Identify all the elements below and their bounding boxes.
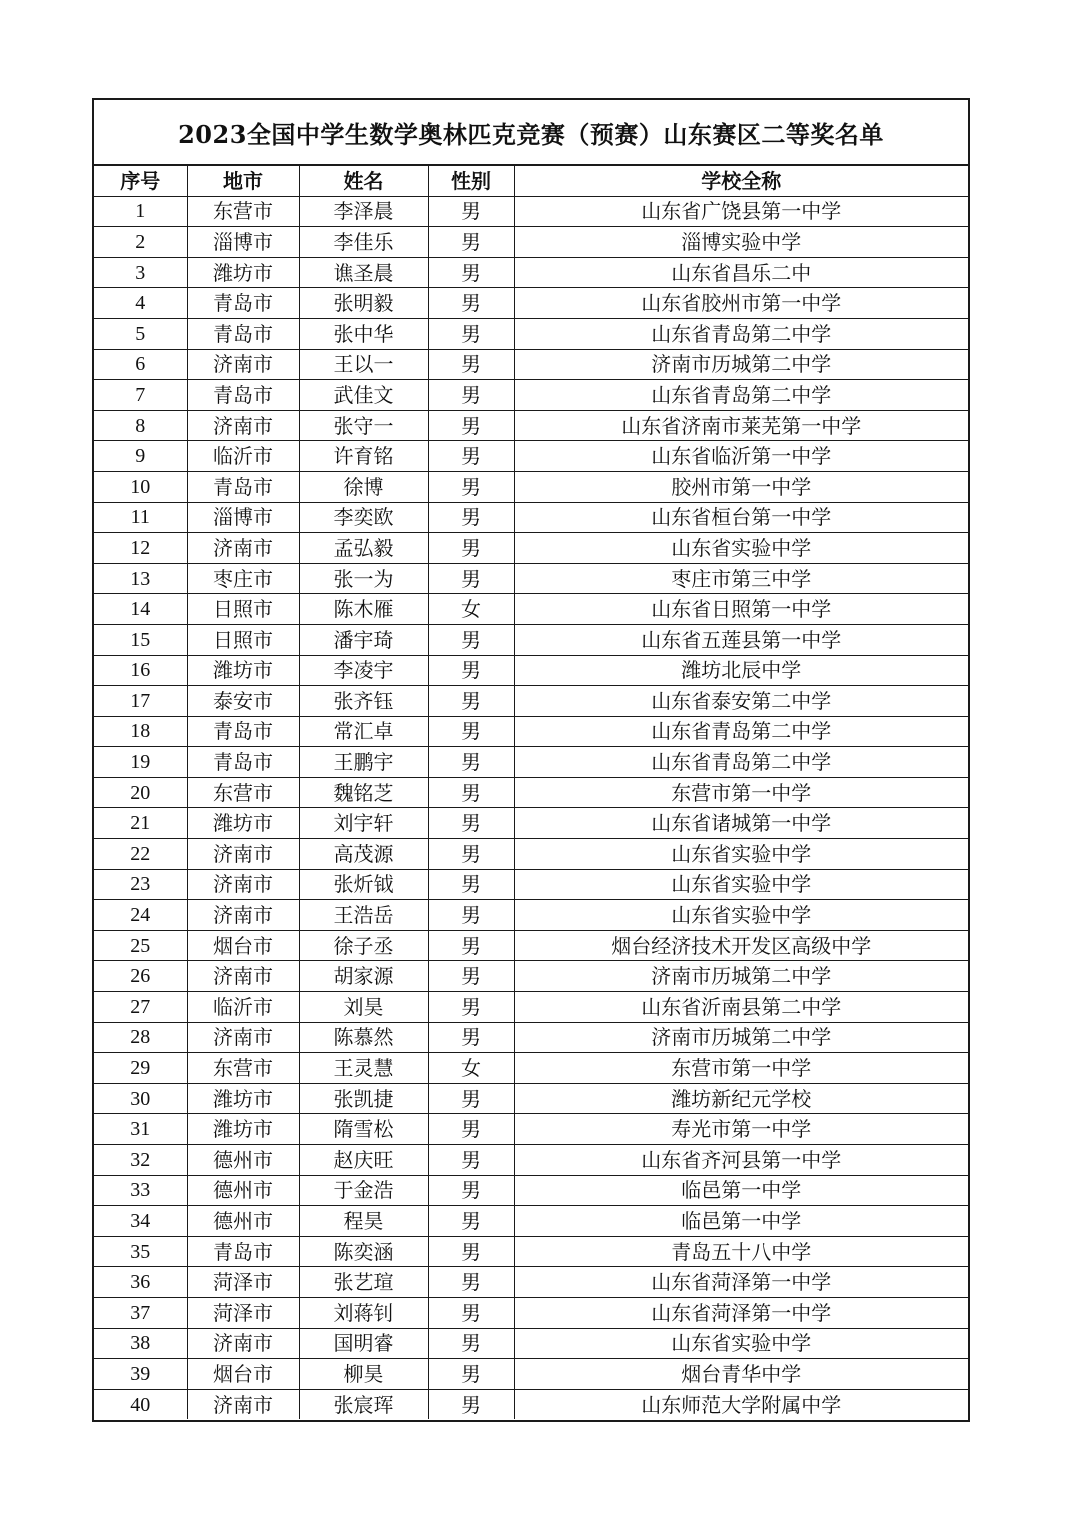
cell-gender: 男 [428,716,514,747]
cell-school: 烟台经济技术开发区高级中学 [514,930,968,961]
table-row [94,869,968,900]
cell-serial: 36 [94,1267,187,1298]
cell-gender: 男 [428,288,514,319]
cell-city: 东营市 [187,1053,299,1084]
cell-gender: 男 [428,563,514,594]
table-row [94,288,968,319]
cell-serial: 8 [94,410,187,441]
cell-serial: 38 [94,1328,187,1359]
cell-serial: 24 [94,900,187,931]
cell-serial: 19 [94,747,187,778]
table-row [94,594,968,625]
cell-school: 青岛五十八中学 [514,1236,968,1267]
cell-name: 徐子丞 [299,930,428,961]
cell-school: 烟台青华中学 [514,1359,968,1390]
cell-city: 青岛市 [187,747,299,778]
cell-name: 张中华 [299,318,428,349]
cell-city: 日照市 [187,624,299,655]
cell-city: 青岛市 [187,1236,299,1267]
table-row [94,533,968,564]
table-row [94,410,968,441]
table-row [94,1083,968,1114]
cell-serial: 27 [94,992,187,1023]
cell-serial: 32 [94,1145,187,1176]
cell-name: 徐博 [299,471,428,502]
award-list-sheet [92,98,970,1422]
table-row [94,227,968,258]
cell-gender: 男 [428,1267,514,1298]
cell-school: 山东师范大学附属中学 [514,1389,968,1419]
table-row [94,1022,968,1053]
cell-name: 李泽晨 [299,196,428,227]
cell-city: 济南市 [187,533,299,564]
cell-city: 泰安市 [187,686,299,717]
cell-name: 李凌宇 [299,655,428,686]
cell-school: 山东省昌乐二中 [514,257,968,288]
cell-city: 济南市 [187,961,299,992]
cell-name: 程昊 [299,1206,428,1237]
cell-city: 青岛市 [187,716,299,747]
cell-gender: 男 [428,380,514,411]
cell-gender: 男 [428,655,514,686]
cell-school: 山东省五莲县第一中学 [514,624,968,655]
table-row [94,349,968,380]
cell-school: 枣庄市第三中学 [514,563,968,594]
cell-school: 山东省菏泽第一中学 [514,1267,968,1298]
cell-gender: 男 [428,1145,514,1176]
cell-name: 胡家源 [299,961,428,992]
cell-gender: 男 [428,1083,514,1114]
cell-city: 济南市 [187,410,299,441]
cell-city: 潍坊市 [187,655,299,686]
header-city: 地市 [187,166,299,196]
cell-school: 山东省青岛第二中学 [514,318,968,349]
award-table [94,166,968,1419]
cell-serial: 35 [94,1236,187,1267]
cell-school: 淄博实验中学 [514,227,968,258]
cell-city: 临沂市 [187,992,299,1023]
cell-gender: 男 [428,1022,514,1053]
cell-gender: 男 [428,1359,514,1390]
cell-school: 山东省泰安第二中学 [514,686,968,717]
cell-name: 李佳乐 [299,227,428,258]
cell-city: 青岛市 [187,471,299,502]
cell-serial: 14 [94,594,187,625]
cell-city: 东营市 [187,196,299,227]
cell-serial: 40 [94,1389,187,1419]
cell-city: 淄博市 [187,227,299,258]
table-row [94,1175,968,1206]
cell-school: 山东省临沂第一中学 [514,441,968,472]
cell-serial: 16 [94,655,187,686]
cell-gender: 男 [428,227,514,258]
cell-school: 山东省胶州市第一中学 [514,288,968,319]
table-row [94,655,968,686]
cell-serial: 37 [94,1297,187,1328]
cell-school: 山东省沂南县第二中学 [514,992,968,1023]
cell-name: 张凯捷 [299,1083,428,1114]
table-row [94,747,968,778]
cell-gender: 男 [428,410,514,441]
table-row [94,930,968,961]
header-school: 学校全称 [514,166,968,196]
cell-gender: 男 [428,1328,514,1359]
table-row [94,1297,968,1328]
cell-serial: 39 [94,1359,187,1390]
cell-city: 德州市 [187,1145,299,1176]
table-row [94,257,968,288]
cell-name: 武佳文 [299,380,428,411]
cell-school: 山东省青岛第二中学 [514,716,968,747]
table-row [94,900,968,931]
cell-name: 陈慕然 [299,1022,428,1053]
table-row [94,1053,968,1084]
cell-serial: 29 [94,1053,187,1084]
cell-gender: 男 [428,1297,514,1328]
cell-name: 张守一 [299,410,428,441]
cell-name: 国明睿 [299,1328,428,1359]
cell-serial: 9 [94,441,187,472]
cell-gender: 男 [428,533,514,564]
cell-school: 临邑第一中学 [514,1206,968,1237]
cell-school: 山东省实验中学 [514,839,968,870]
cell-city: 淄博市 [187,502,299,533]
table-row [94,1328,968,1359]
cell-gender: 男 [428,961,514,992]
cell-name: 于金浩 [299,1175,428,1206]
cell-name: 王浩岳 [299,900,428,931]
table-row [94,1389,968,1419]
table-row [94,1206,968,1237]
page-title: 2023全国中学生数学奥林匹克竞赛（预赛）山东赛区二等奖名单 [94,100,968,166]
cell-gender: 男 [428,1114,514,1145]
cell-school: 潍坊北辰中学 [514,655,968,686]
cell-serial: 3 [94,257,187,288]
table-row [94,1236,968,1267]
cell-name: 潘宇琦 [299,624,428,655]
cell-city: 枣庄市 [187,563,299,594]
cell-gender: 男 [428,318,514,349]
cell-serial: 12 [94,533,187,564]
cell-serial: 7 [94,380,187,411]
table-row [94,624,968,655]
cell-serial: 34 [94,1206,187,1237]
cell-school: 胶州市第一中学 [514,471,968,502]
cell-name: 刘昊 [299,992,428,1023]
cell-gender: 男 [428,349,514,380]
cell-city: 济南市 [187,1389,299,1419]
cell-city: 济南市 [187,900,299,931]
cell-serial: 15 [94,624,187,655]
cell-serial: 17 [94,686,187,717]
cell-name: 张齐钰 [299,686,428,717]
table-row [94,318,968,349]
cell-city: 潍坊市 [187,1114,299,1145]
cell-school: 东营市第一中学 [514,777,968,808]
cell-name: 谯圣晨 [299,257,428,288]
cell-city: 青岛市 [187,318,299,349]
table-row [94,992,968,1023]
cell-name: 王鹏宇 [299,747,428,778]
table-row [94,502,968,533]
cell-gender: 男 [428,624,514,655]
cell-name: 王以一 [299,349,428,380]
cell-school: 临邑第一中学 [514,1175,968,1206]
cell-serial: 26 [94,961,187,992]
cell-name: 魏铭芝 [299,777,428,808]
cell-city: 烟台市 [187,930,299,961]
cell-gender: 男 [428,441,514,472]
cell-gender: 男 [428,257,514,288]
cell-city: 青岛市 [187,288,299,319]
table-row [94,808,968,839]
cell-city: 济南市 [187,1328,299,1359]
cell-city: 临沂市 [187,441,299,472]
cell-gender: 男 [428,1236,514,1267]
cell-city: 青岛市 [187,380,299,411]
table-row [94,196,968,227]
cell-serial: 6 [94,349,187,380]
header-gender: 性别 [428,166,514,196]
cell-school: 济南市历城第二中学 [514,961,968,992]
cell-city: 潍坊市 [187,1083,299,1114]
cell-serial: 11 [94,502,187,533]
cell-city: 潍坊市 [187,257,299,288]
cell-school: 山东省广饶县第一中学 [514,196,968,227]
cell-name: 刘蒋钊 [299,1297,428,1328]
cell-city: 德州市 [187,1175,299,1206]
cell-school: 山东省菏泽第一中学 [514,1297,968,1328]
cell-school: 山东省实验中学 [514,533,968,564]
header-serial: 序号 [94,166,187,196]
cell-serial: 2 [94,227,187,258]
cell-gender: 男 [428,777,514,808]
cell-city: 日照市 [187,594,299,625]
cell-city: 烟台市 [187,1359,299,1390]
cell-gender: 男 [428,808,514,839]
cell-serial: 30 [94,1083,187,1114]
cell-serial: 23 [94,869,187,900]
cell-city: 济南市 [187,1022,299,1053]
cell-gender: 男 [428,992,514,1023]
table-row [94,471,968,502]
cell-school: 寿光市第一中学 [514,1114,968,1145]
table-row [94,441,968,472]
cell-serial: 22 [94,839,187,870]
cell-serial: 33 [94,1175,187,1206]
cell-serial: 1 [94,196,187,227]
cell-city: 德州市 [187,1206,299,1237]
cell-city: 济南市 [187,349,299,380]
table-row [94,1267,968,1298]
cell-school: 山东省日照第一中学 [514,594,968,625]
table-row [94,563,968,594]
cell-name: 张炘钺 [299,869,428,900]
cell-name: 常汇卓 [299,716,428,747]
table-row [94,380,968,411]
cell-school: 山东省齐河县第一中学 [514,1145,968,1176]
cell-school: 潍坊新纪元学校 [514,1083,968,1114]
cell-school: 山东省实验中学 [514,869,968,900]
cell-name: 赵庆旺 [299,1145,428,1176]
cell-name: 隋雪松 [299,1114,428,1145]
cell-name: 陈奕涵 [299,1236,428,1267]
table-row [94,1359,968,1390]
cell-serial: 21 [94,808,187,839]
header-row [94,166,968,196]
table-row [94,961,968,992]
cell-serial: 5 [94,318,187,349]
cell-serial: 25 [94,930,187,961]
cell-city: 济南市 [187,839,299,870]
cell-name: 孟弘毅 [299,533,428,564]
cell-gender: 男 [428,1389,514,1419]
cell-name: 张艺瑄 [299,1267,428,1298]
cell-gender: 男 [428,1175,514,1206]
cell-gender: 男 [428,869,514,900]
cell-serial: 28 [94,1022,187,1053]
cell-name: 张明毅 [299,288,428,319]
cell-serial: 20 [94,777,187,808]
cell-school: 山东省青岛第二中学 [514,380,968,411]
table-body [94,196,968,1419]
cell-city: 菏泽市 [187,1297,299,1328]
cell-school: 山东省实验中学 [514,900,968,931]
cell-school: 山东省实验中学 [514,1328,968,1359]
cell-name: 张宸珲 [299,1389,428,1419]
cell-school: 济南市历城第二中学 [514,1022,968,1053]
header-name: 姓名 [299,166,428,196]
cell-gender: 男 [428,930,514,961]
cell-city: 潍坊市 [187,808,299,839]
cell-name: 张一为 [299,563,428,594]
table-row [94,1145,968,1176]
cell-school: 山东省桓台第一中学 [514,502,968,533]
cell-gender: 女 [428,1053,514,1084]
cell-gender: 男 [428,196,514,227]
cell-school: 山东省诸城第一中学 [514,808,968,839]
table-row [94,686,968,717]
cell-school: 济南市历城第二中学 [514,349,968,380]
cell-name: 柳昊 [299,1359,428,1390]
cell-city: 东营市 [187,777,299,808]
cell-school: 山东省青岛第二中学 [514,747,968,778]
cell-serial: 13 [94,563,187,594]
cell-serial: 31 [94,1114,187,1145]
cell-city: 菏泽市 [187,1267,299,1298]
cell-school: 东营市第一中学 [514,1053,968,1084]
cell-name: 高茂源 [299,839,428,870]
table-row [94,777,968,808]
cell-name: 刘宇轩 [299,808,428,839]
cell-gender: 男 [428,900,514,931]
cell-serial: 10 [94,471,187,502]
cell-name: 陈木雁 [299,594,428,625]
cell-name: 李奕欧 [299,502,428,533]
cell-name: 王灵慧 [299,1053,428,1084]
cell-gender: 男 [428,839,514,870]
table-row [94,1114,968,1145]
cell-gender: 男 [428,747,514,778]
table-row [94,716,968,747]
cell-serial: 4 [94,288,187,319]
cell-gender: 男 [428,471,514,502]
cell-gender: 女 [428,594,514,625]
cell-name: 许育铭 [299,441,428,472]
cell-city: 济南市 [187,869,299,900]
cell-gender: 男 [428,1206,514,1237]
cell-school: 山东省济南市莱芜第一中学 [514,410,968,441]
cell-gender: 男 [428,686,514,717]
cell-gender: 男 [428,502,514,533]
cell-serial: 18 [94,716,187,747]
table-row [94,839,968,870]
